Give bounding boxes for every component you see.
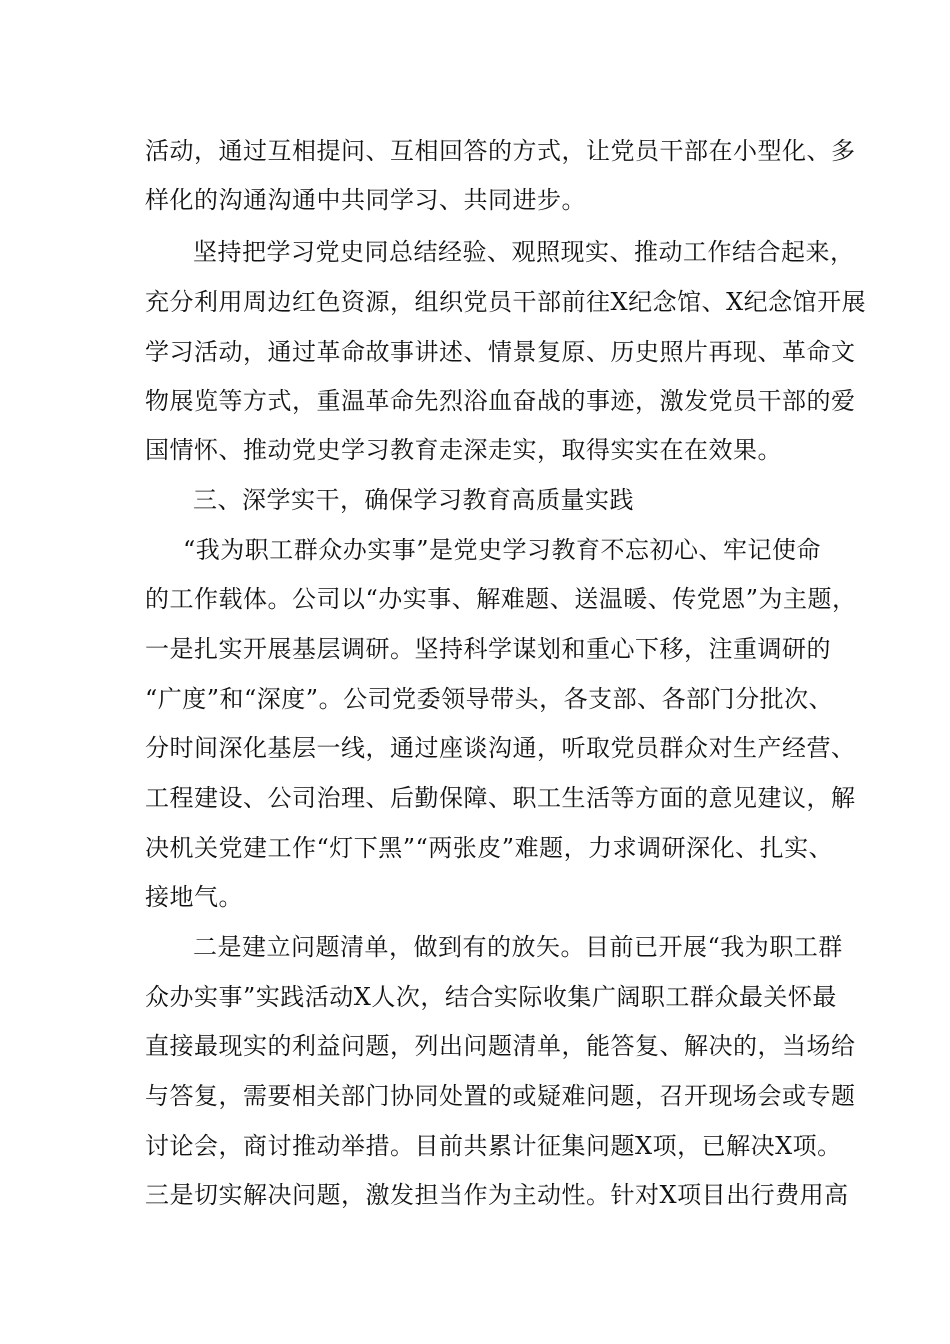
section-heading: 三、深学实干，确保学习教育高质量实践 — [193, 486, 634, 514]
text-line: 众办实事”实践活动X人次，结合实际收集广阔职工群众最关怀最 — [145, 983, 837, 1011]
text-line: 国情怀、推动党史学习教育走深走实，取得实实在在效果。 — [145, 436, 782, 464]
text-line: “广度”和“深度”。公司党委领导带头，各支部、各部门分批次、 — [145, 685, 834, 713]
text-line: 与答复，需要相关部门协同处置的或疑难问题，召开现场会或专题 — [145, 1082, 856, 1110]
text-line: 坚持把学习党史同总结经验、观照现实、推动工作结合起来， — [193, 238, 855, 266]
text-line: 样化的沟通沟通中共同学习、共同进步。 — [145, 186, 586, 214]
text-line: 二是建立问题清单，做到有的放矢。目前已开展“我为职工群 — [193, 933, 843, 961]
text-line: 活动，通过互相提问、互相回答的方式，让党员干部在小型化、多 — [145, 137, 856, 165]
text-line: 直接最现实的利益问题，列出问题清单，能答复、解决的，当场给 — [145, 1032, 856, 1060]
text-line: “我为职工群众办实事”是党史学习教育不忘初心、牢记使命 — [183, 536, 822, 564]
text-line: 学习活动，通过革命故事讲述、情景复原、历史照片再现、革命文 — [145, 338, 856, 366]
text-line: 决机关党建工作“灯下黑”“两张皮”难题，力求调研深化、扎实、 — [145, 834, 834, 862]
text-line: 三是切实解决问题，激发担当作为主动性。针对X项目出行费用高 — [145, 1181, 849, 1209]
text-line: 一是扎实开展基层调研。坚持科学谋划和重心下移，注重调研的 — [145, 635, 831, 663]
text-line: 物展览等方式，重温革命先烈浴血奋战的事迹，激发党员干部的爱 — [145, 387, 856, 415]
text-line: 接地气。 — [145, 883, 243, 911]
text-line: 分时间深化基层一线，通过座谈沟通，听取党员群众对生产经营、 — [145, 734, 856, 762]
text-line: 讨论会，商讨推动举措。目前共累计征集问题X项，已解决X项。 — [145, 1132, 842, 1160]
text-line: 充分利用周边红色资源，组织党员干部前往X纪念馆、X纪念馆开展 — [145, 288, 867, 316]
text-line: 工程建设、公司治理、后勤保障、职工生活等方面的意见建议，解 — [145, 784, 856, 812]
text-line: 的工作载体。公司以“办实事、解难题、送温暖、传党恩”为主题， — [145, 585, 857, 613]
